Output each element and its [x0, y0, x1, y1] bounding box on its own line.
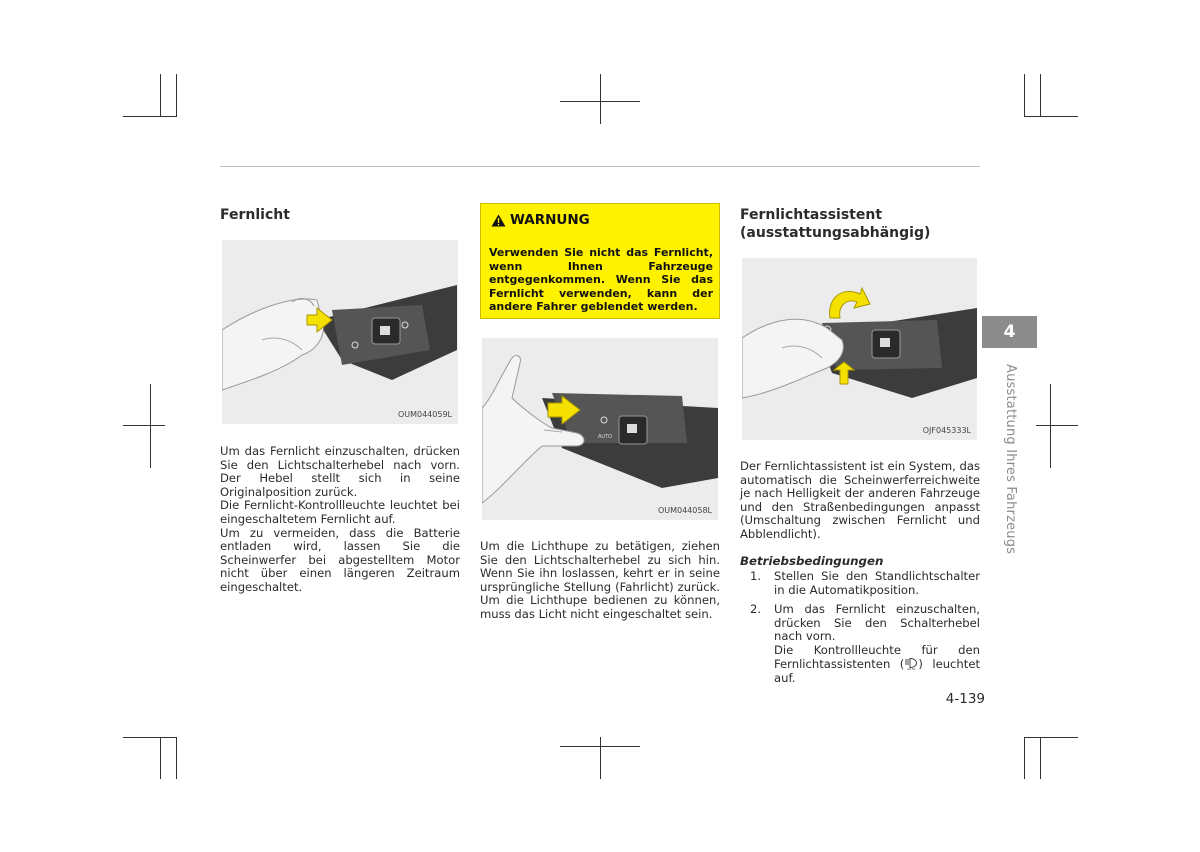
warning-triangle-icon — [491, 214, 506, 227]
list-item-text: Um das Fernlicht einzuschalten, drücken Sie den Schalterhebel nach vorn. Die Kontrollleuchte für den Fernlichtassistenten ( AUTO ) leuchtet auf. — [774, 602, 981, 685]
list-item: 2. Um das Fernlicht einzuschalten, drücken Sie den Schalterhebel nach vorn. Die Kontrollleuchte für den Fernlichtassistenten ( AUTO ) leuchtet auf. — [750, 602, 981, 685]
header-rule — [220, 166, 980, 167]
warning-title: WARNUNG — [491, 212, 590, 228]
paragraph: Die Fernlicht-Kontrollleuchte leuchtet bei eingeschaltetem Fernlicht auf. — [220, 498, 460, 526]
paragraph: Um die Lichthupe zu betätigen, ziehen Sie den Lichtschalterhebel zu sich hin. Wenn Sie ihn loslassen, kehrt er in seine ursprüngliche Stellung (Fahrlicht) zurück. Um die Lichthupe bedienen zu können, muss das Licht nicht eingeschaltet sein. — [480, 539, 720, 621]
figure-code: OUM044059L — [397, 410, 452, 419]
figure-push-lever — [222, 240, 458, 424]
col3-body — [740, 460, 980, 542]
chapter-tab: 4 — [982, 316, 1037, 348]
section-heading-fernlicht: Fernlicht — [220, 207, 290, 223]
svg-text:AUTO: AUTO — [907, 667, 916, 671]
paragraph: Der Fernlichtassistent ist ein System, das automatisch die Scheinwerferreichweite je nach Helligkeit der anderen Fahrzeuge und den Straßenbedingungen anpasst (Umschaltung zwischen Fernlicht und Abblendlicht). — [740, 459, 980, 541]
figure-code: OJF045333L — [922, 426, 971, 435]
col2-body — [480, 540, 720, 622]
page-number: 4-139 — [945, 691, 985, 707]
figure-code: OUM044058L — [657, 506, 712, 515]
col1-body — [220, 445, 460, 595]
list-item: 1. Stellen Sie den Standlichtschalter in die Automatikposition. — [750, 569, 980, 597]
warning-box — [480, 203, 720, 319]
section-heading-fernlichtassistent: Fernlichtassistent (ausstattungsabhängig) — [740, 207, 931, 241]
chapter-title: Ausstattung Ihres Fahrzeugs — [1003, 364, 1018, 555]
figure-pull-lever — [482, 338, 718, 520]
svg-text:AUTO: AUTO — [598, 434, 613, 440]
paragraph: Um zu vermeiden, dass die Batterie entladen wird, lassen Sie die Scheinwerfer bei abgestelltem Motor nicht über einen längeren Zeitraum eingeschaltet. — [220, 525, 460, 594]
paragraph: Um das Fernlicht einzuschalten, drücken Sie den Lichtschalterhebel nach vorn. Der Hebel stellt sich in seine Originalposition zurück. — [220, 444, 460, 499]
high-beam-assist-icon — [904, 657, 918, 670]
warning-text: Verwenden Sie nicht das Fernlicht, wenn Ihnen Fahrzeuge entgegenkommen. Wenn Sie das Fernlicht verwenden, kann der andere Fahrer geblendet werden. — [489, 246, 713, 314]
figure-assist-lever — [742, 258, 977, 440]
subheading-betriebsbedingungen: Betriebsbedingungen — [740, 554, 884, 568]
